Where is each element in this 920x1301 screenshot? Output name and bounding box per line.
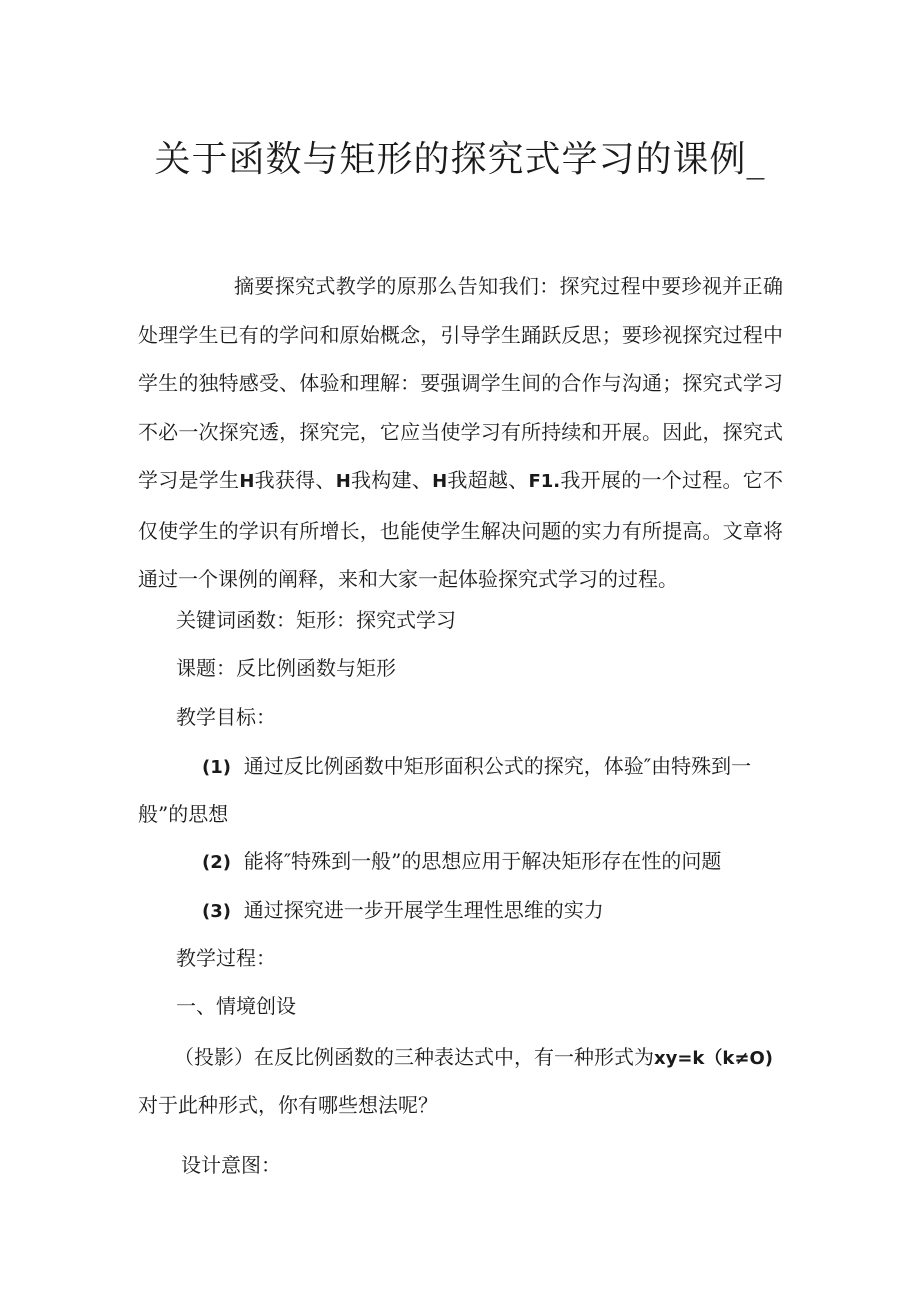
section-heading-1: 一、情境创设 [176, 994, 296, 1018]
objective-item-2 [202, 846, 721, 878]
scenario-text-after: 对于此种形式，你有哪些想法呢？ [138, 1093, 438, 1117]
abstract-h-1: H [239, 471, 255, 492]
topic-line: 课题：反比例函数与矩形 [176, 656, 396, 680]
abstract-text-3: 我构建、 [350, 468, 433, 492]
abstract-f1: F1. [528, 471, 561, 492]
objective-number-3: (3) [202, 901, 231, 922]
abstract-paragraph [138, 262, 783, 604]
abstract-text-1: 摘要探究式教学的原那么告知我们：探究过程中要珍视并正确处理学生已有的学问和原始概念，引导学生踊跃反思；要珍视探究过程中学生的独特感受、体验和理解：要强调学生间的合作与沟通；探究式学习不必一次探究透，探究完，它应当使学习有所持续和开展。因此，探究式学习是学生 [138, 274, 783, 492]
objective-text-1: 通过反比例函数中矩形面积公式的探究，体验″由特殊到一般”的思想 [138, 754, 752, 826]
abstract-text-4: 我超越、 [447, 468, 529, 492]
keywords-line: 关键词函数：矩形：探究式学习 [176, 608, 456, 632]
abstract-h-2: H [335, 471, 351, 492]
objective-number-2: (2) [202, 852, 231, 873]
abstract-text-2: 我获得、 [254, 468, 336, 492]
objectives-heading: 教学目标： [176, 705, 276, 729]
design-intent-heading: 设计意图： [181, 1153, 281, 1177]
scenario-text-before: （投影）在反比例函数的三种表达式中，有一种形式为 [174, 1045, 654, 1069]
abstract-h-3: H [432, 471, 448, 492]
scenario-paragraph [138, 1034, 786, 1128]
objective-number-1: (1) [202, 757, 231, 778]
objective-item-1 [138, 743, 788, 837]
scenario-formula: xy=k（k≠O) [654, 1048, 773, 1069]
abstract-text-5: 我开展的一个过程。它不仅使学生的学识有所增长，也能使学生解决问题的实力有所提高。文章将通过一个课例的阐释，来和大家一起体验探究式学习的过程。 [138, 468, 784, 591]
objective-text-2: 能将″特殊到一般”的思想应用于解决矩形存在性的问题 [243, 849, 722, 873]
objective-text-3: 通过探究进一步开展学生理性思维的实力 [243, 898, 604, 922]
process-heading: 教学过程： [176, 946, 276, 970]
document-title: 关于函数与矩形的探究式学习的课例_ [154, 139, 766, 180]
objective-item-3 [202, 895, 604, 927]
